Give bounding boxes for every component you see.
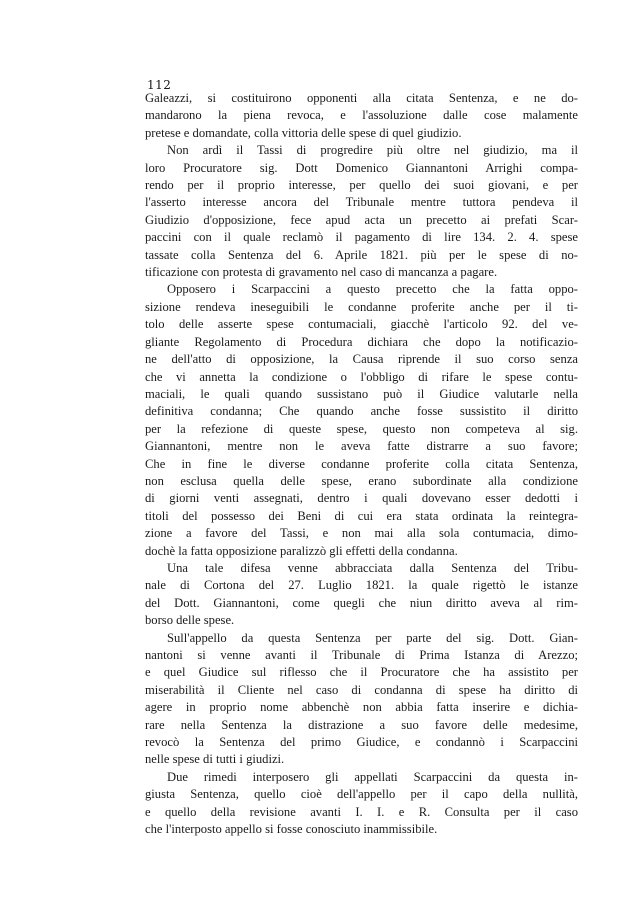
text-line: revocò la Sentenza del primo Giudice, e condannò i Scarpaccini [145, 735, 578, 750]
text-line: tolo delle asserte spese contumaciali, giacchè l'articolo 92. del ve- [145, 317, 578, 332]
text-line: gliante Regolamento di Procedura dichiara che dopo la notificazio- [145, 334, 578, 349]
body-text [145, 90, 578, 838]
text-line: Che in fine le diverse condanne proferite colla citata Sentenza, [145, 456, 578, 471]
text-line: non esclusa quella delle spese, erano subordinate alla condizione [145, 473, 578, 488]
text-line: Giannantoni, mentre non le aveva fatte distrarre a suo favore; [145, 439, 578, 454]
text-line: l'asserto interesse ancora del Tribunale mentre tuttora pendeva il [145, 195, 578, 210]
text-line: nantoni si venne avanti il Tribunale di Prima Istanza di Arezzo; [145, 648, 578, 662]
text-line: Due rimedi interposero gli appellati Scarpaccini da questa in- [167, 769, 578, 784]
text-line: titoli del possesso dei Beni di cui era stata ordinata la reintegra- [145, 508, 578, 523]
text-line: definitiva condanna; Che quando anche fosse sussistito il diritto [145, 404, 578, 419]
paragraph [145, 90, 578, 142]
text-line: Una tale difesa venne abbracciata dalla Sentenza del Tribu- [167, 560, 578, 575]
text-line: tassate colla Sentenza del 6. Aprile 1821. più per le spese di no- [145, 247, 578, 262]
text-line: dochè la fatta opposizione paralizzò gli effetti della condanna. [145, 543, 458, 558]
paragraph [145, 142, 578, 281]
text-line: Opposero i Scarpaccini a questo precetto che la fatta oppo- [167, 282, 578, 297]
paragraph [145, 560, 578, 630]
text-line: nelle spese di tutti i giudizi. [145, 752, 285, 767]
text-line: nale di Cortona del 27. Luglio 1821. la quale rigettò le istanze [145, 578, 578, 593]
text-line: miserabilità il Cliente nel caso di condanna di spese ha diritto di [145, 682, 578, 697]
text-line: per la refezione di queste spese, questo non competeva al sig. [145, 421, 578, 436]
text-line: zione a favore del Tassi, e non mai alla sola contumacia, dimo- [145, 526, 578, 541]
text-line: Non ardì il Tassi di progredire più oltre nel giudizio, ma il [167, 143, 578, 158]
text-line: giusta Sentenza, quello cioè dell'appello per il capo della nullità, [145, 787, 578, 802]
text-line: di giorni venti assegnati, dentro i quali dovevano esser dedotti i [145, 491, 578, 506]
text-line: del Dott. Giannantoni, come quegli che niun diritto aveva al rim- [145, 595, 578, 610]
text-line: maciali, le quali quando sussistano può il Giudice valutarle nella [145, 386, 578, 401]
text-line: che l'interposto appello si fosse conosciuto inammissibile. [145, 822, 438, 837]
text-line: mandarono la piena revoca, e l'assoluzione dalle cose malamente [145, 108, 578, 123]
text-line: sizione rendeva ineseguibili le condanne proferite anche per il ti- [145, 299, 578, 314]
text-line: borso delle spese. [145, 613, 235, 628]
paragraph [145, 281, 578, 560]
text-line: che vi annetta la condizione o l'obbligo di rifare le spese contu- [145, 369, 578, 384]
paragraph [145, 630, 578, 769]
text-line: tificazione con protesta di gravamento nel caso di mancanza a pagare. [145, 265, 498, 280]
text-line: e quel Giudice sul riflesso che il Procuratore che ha assistito per [145, 665, 578, 680]
paragraph [145, 769, 578, 839]
text-line: pretese e domandate, colla vittoria delle spese di quel giudizio. [145, 125, 462, 140]
text-line: Galeazzi, si costituirono opponenti alla citata Sentenza, e ne do- [145, 91, 578, 105]
text-line: rare nella Sentenza la distrazione a suo favore delle medesime, [145, 717, 578, 732]
text-line: ne dell'atto di opposizione, la Causa riprende il suo corso senza [145, 352, 578, 367]
text-line: e quello della revisione avanti I. I. e R. Consulta per il caso [145, 804, 578, 819]
text-line: loro Procuratore sig. Dott Domenico Giannantoni Arrighi compa- [145, 160, 578, 175]
text-line: Giudizio d'opposizione, fece apud acta un precetto ai prefati Scar- [145, 212, 578, 227]
page-number: 112 [147, 78, 172, 92]
text-line: agere in proprio nome abbenchè non abbia fatta inserire e dichia- [145, 700, 578, 715]
text-line: Sull'appello da questa Sentenza per parte del sig. Dott. Gian- [167, 630, 578, 645]
text-line: rendo per il proprio interesse, per quello dei suoi giovani, e per [145, 178, 578, 193]
text-line: paccini con il quale reclamò il pagamento di lire 134. 2. 4. spese [145, 230, 578, 245]
